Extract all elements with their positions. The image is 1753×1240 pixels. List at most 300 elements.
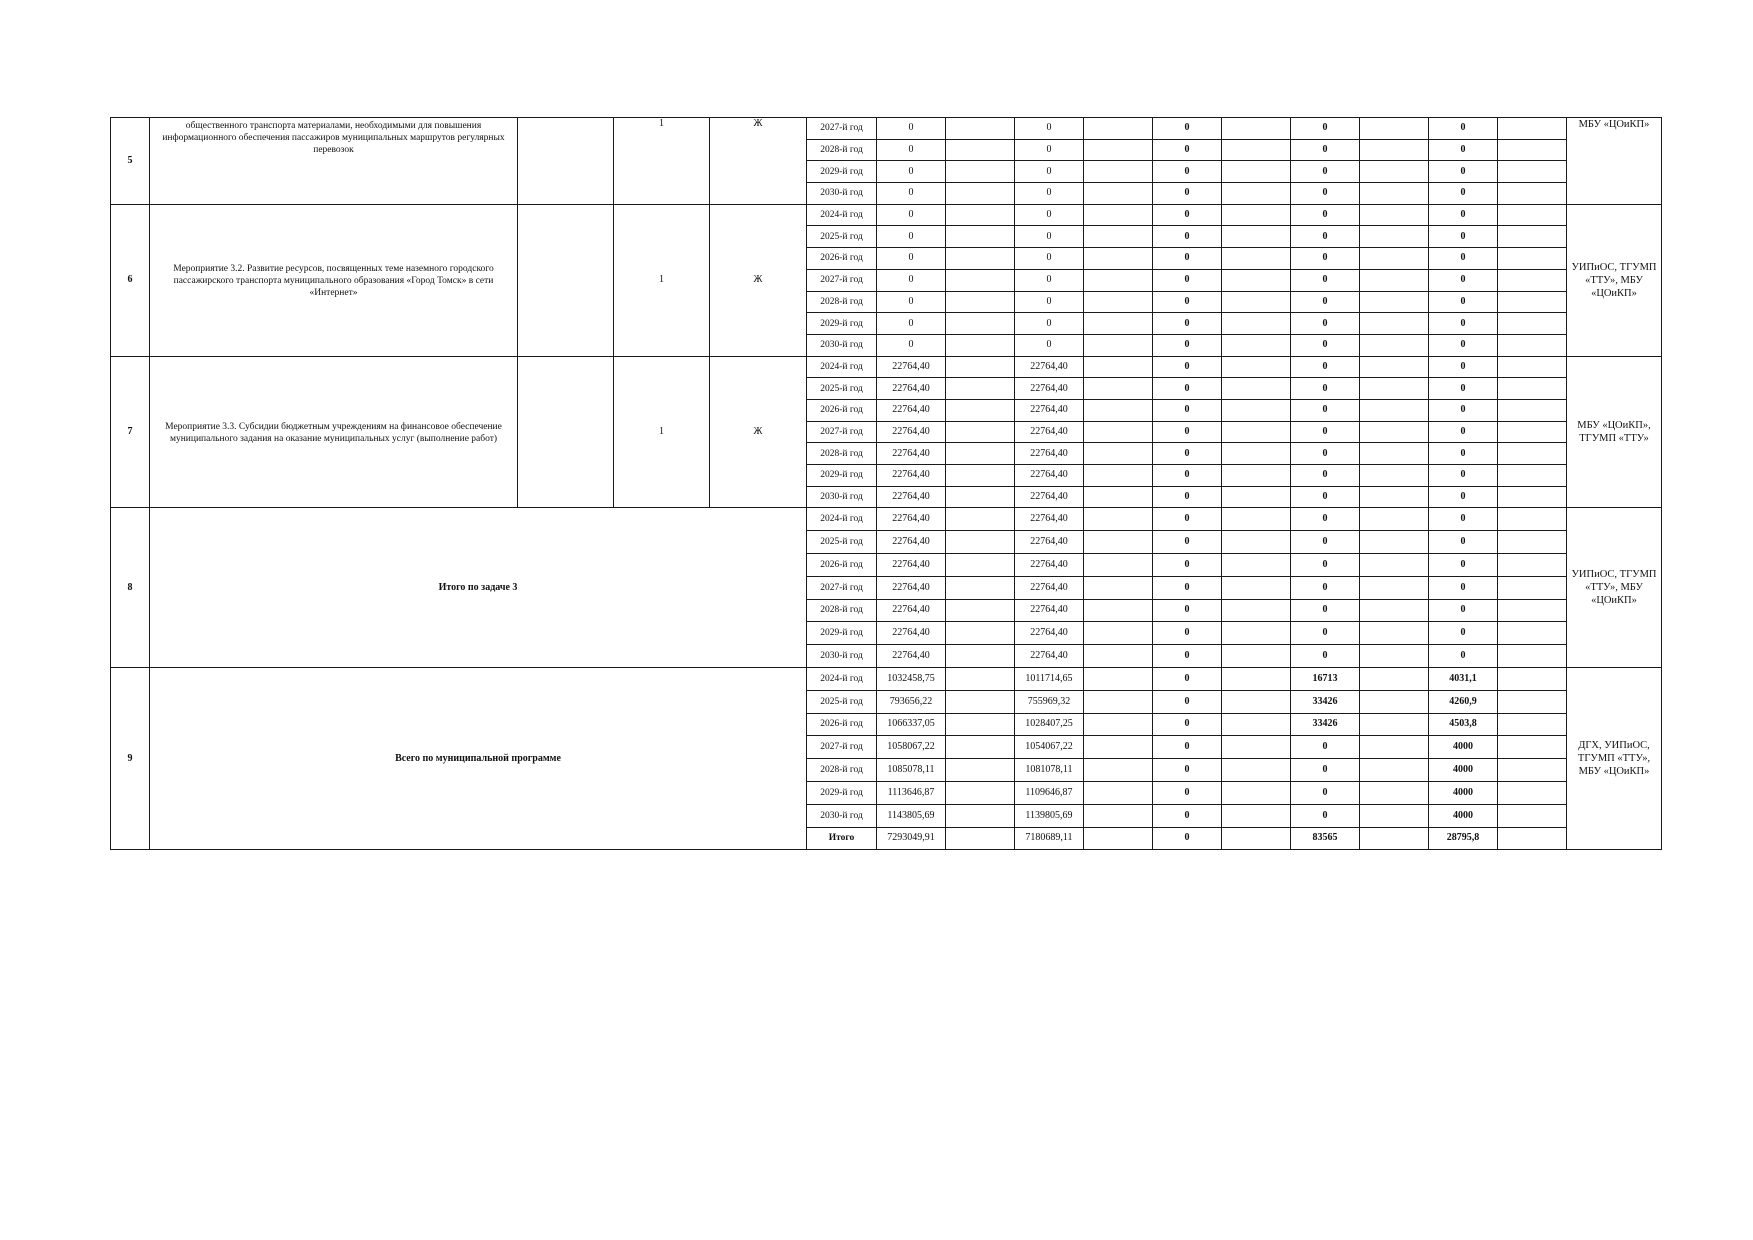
value-cell: 0	[1291, 531, 1360, 554]
value-cell	[1498, 759, 1567, 782]
value-cell	[1498, 248, 1567, 270]
value-cell	[1084, 313, 1153, 335]
value-cell	[1084, 736, 1153, 759]
value-cell	[1084, 378, 1153, 400]
value-cell: 22764,40	[1015, 553, 1084, 576]
value-cell	[946, 334, 1015, 356]
value-cell: 0	[1153, 553, 1222, 576]
value-cell: 0	[1291, 645, 1360, 668]
year-cell: 2028-й год	[807, 759, 877, 782]
value-cell	[1222, 599, 1291, 622]
value-cell	[1222, 645, 1291, 668]
value-cell	[1084, 204, 1153, 226]
year-cell: 2027-й год	[807, 576, 877, 599]
value-cell: 4000	[1429, 781, 1498, 804]
year-cell: 2025-й год	[807, 531, 877, 554]
responsible-executor: УИПиОС, ТГУМП «ТТУ», МБУ «ЦОиКП»	[1567, 508, 1662, 668]
year-cell: 2026-й год	[807, 713, 877, 736]
value-cell: 22764,40	[1015, 378, 1084, 400]
value-cell	[1360, 508, 1429, 531]
empty-cell	[518, 356, 614, 508]
value-cell: 0	[1291, 486, 1360, 508]
value-cell	[946, 443, 1015, 465]
value-cell: 22764,40	[877, 356, 946, 378]
value-cell: 0	[1153, 139, 1222, 161]
value-cell	[1222, 465, 1291, 487]
value-cell: 22764,40	[1015, 599, 1084, 622]
activity-name: общественного транспорта материалами, необходимыми для повышения информационного обеспечения пассажиров муниципальных маршрутов регулярных перевозок	[150, 118, 518, 205]
value-cell	[1498, 378, 1567, 400]
value-cell: 0	[1291, 378, 1360, 400]
value-cell: 0	[1429, 226, 1498, 248]
year-cell: 2030-й год	[807, 804, 877, 827]
value-cell	[1222, 736, 1291, 759]
value-cell	[1222, 827, 1291, 850]
value-cell: 0	[877, 139, 946, 161]
year-cell: 2027-й год	[807, 118, 877, 140]
year-cell: 2027-й год	[807, 736, 877, 759]
value-cell	[946, 736, 1015, 759]
value-cell	[1360, 443, 1429, 465]
value-cell: 0	[1429, 139, 1498, 161]
value-cell: 22764,40	[1015, 576, 1084, 599]
value-cell: 0	[1429, 622, 1498, 645]
value-cell: 0	[1153, 531, 1222, 554]
value-cell: 0	[1153, 421, 1222, 443]
value-cell	[1222, 531, 1291, 554]
value-cell	[1498, 226, 1567, 248]
value-cell: 0	[1429, 291, 1498, 313]
value-cell: 0	[1153, 645, 1222, 668]
value-cell: 22764,40	[1015, 465, 1084, 487]
value-cell: 0	[1291, 759, 1360, 782]
year-cell: 2028-й год	[807, 139, 877, 161]
summary-title: Всего по муниципальной программе	[150, 667, 807, 849]
row-number: 7	[111, 356, 150, 508]
value-cell: 0	[1015, 139, 1084, 161]
value-cell	[1222, 313, 1291, 335]
value-cell	[1222, 356, 1291, 378]
value-cell	[946, 804, 1015, 827]
value-cell: 0	[1153, 736, 1222, 759]
value-cell: 0	[1015, 183, 1084, 205]
value-cell	[1360, 378, 1429, 400]
value-cell: 0	[1291, 204, 1360, 226]
value-cell	[1360, 827, 1429, 850]
value-cell	[1360, 313, 1429, 335]
value-cell: 0	[1153, 599, 1222, 622]
value-cell: 22764,40	[1015, 486, 1084, 508]
value-cell	[1222, 399, 1291, 421]
value-cell	[946, 690, 1015, 713]
value-cell: 0	[1291, 269, 1360, 291]
value-cell: 1113646,87	[877, 781, 946, 804]
value-cell: 0	[1429, 443, 1498, 465]
value-cell: 0	[1291, 334, 1360, 356]
value-cell	[1360, 804, 1429, 827]
value-cell	[1498, 486, 1567, 508]
value-cell	[1222, 204, 1291, 226]
value-cell	[1498, 645, 1567, 668]
value-cell	[1222, 576, 1291, 599]
value-cell	[1360, 531, 1429, 554]
value-cell	[946, 531, 1015, 554]
value-cell: 0	[1291, 421, 1360, 443]
value-cell	[1360, 356, 1429, 378]
row-number: 6	[111, 204, 150, 356]
value-cell: 22764,40	[877, 599, 946, 622]
value-cell	[1498, 139, 1567, 161]
value-cell	[1084, 443, 1153, 465]
value-cell: 22764,40	[877, 465, 946, 487]
year-cell: 2030-й год	[807, 486, 877, 508]
value-cell: 0	[1153, 759, 1222, 782]
value-cell	[946, 399, 1015, 421]
value-cell	[1498, 576, 1567, 599]
year-cell: 2030-й год	[807, 334, 877, 356]
value-cell	[946, 356, 1015, 378]
value-cell	[946, 508, 1015, 531]
value-cell: 0	[1291, 291, 1360, 313]
value-cell: 0	[877, 161, 946, 183]
value-cell	[1498, 356, 1567, 378]
year-cell: 2025-й год	[807, 690, 877, 713]
value-cell	[1360, 690, 1429, 713]
category-letter: Ж	[710, 204, 807, 356]
value-cell	[1084, 161, 1153, 183]
value-cell	[1360, 226, 1429, 248]
value-cell: 0	[1291, 781, 1360, 804]
value-cell: 0	[1429, 269, 1498, 291]
value-cell	[1222, 421, 1291, 443]
value-cell	[1498, 399, 1567, 421]
value-cell	[1360, 645, 1429, 668]
value-cell: 4000	[1429, 759, 1498, 782]
value-cell	[946, 553, 1015, 576]
value-cell: 0	[1153, 248, 1222, 270]
table-body	[111, 118, 1662, 850]
value-cell	[1222, 486, 1291, 508]
value-cell: 0	[1291, 465, 1360, 487]
value-cell	[946, 421, 1015, 443]
value-cell	[1222, 690, 1291, 713]
value-cell: 0	[877, 118, 946, 140]
year-cell: 2029-й год	[807, 781, 877, 804]
value-cell: 22764,40	[877, 645, 946, 668]
indicator-value: 1	[614, 356, 710, 508]
value-cell: 0	[1291, 508, 1360, 531]
value-cell	[1222, 139, 1291, 161]
value-cell	[1360, 291, 1429, 313]
value-cell	[1498, 443, 1567, 465]
value-cell: 22764,40	[877, 399, 946, 421]
value-cell: 0	[1429, 421, 1498, 443]
value-cell	[1222, 118, 1291, 140]
value-cell: 0	[877, 291, 946, 313]
value-cell	[1360, 421, 1429, 443]
value-cell: 7180689,11	[1015, 827, 1084, 850]
row-number: 8	[111, 508, 150, 668]
responsible-executor: МБУ «ЦОиКП», ТГУМП «ТТУ»	[1567, 356, 1662, 508]
year-cell: 2027-й год	[807, 421, 877, 443]
value-cell: 0	[877, 248, 946, 270]
value-cell: 0	[1429, 183, 1498, 205]
value-cell	[1084, 248, 1153, 270]
value-cell	[1498, 531, 1567, 554]
value-cell	[1084, 804, 1153, 827]
value-cell: 0	[1153, 204, 1222, 226]
value-cell: 4031,1	[1429, 667, 1498, 690]
value-cell	[946, 161, 1015, 183]
value-cell	[1084, 599, 1153, 622]
value-cell	[1360, 118, 1429, 140]
year-cell: 2026-й год	[807, 553, 877, 576]
value-cell	[1360, 139, 1429, 161]
value-cell: 0	[1015, 118, 1084, 140]
value-cell: 1085078,11	[877, 759, 946, 782]
value-cell: 0	[1153, 313, 1222, 335]
value-cell: 1139805,69	[1015, 804, 1084, 827]
value-cell	[1222, 291, 1291, 313]
value-cell: 1109646,87	[1015, 781, 1084, 804]
empty-cell	[518, 204, 614, 356]
value-cell: 0	[1153, 334, 1222, 356]
value-cell	[1360, 183, 1429, 205]
value-cell	[1222, 443, 1291, 465]
value-cell: 22764,40	[1015, 421, 1084, 443]
value-cell: 22764,40	[1015, 645, 1084, 668]
value-cell: 1058067,22	[877, 736, 946, 759]
value-cell: 0	[1153, 226, 1222, 248]
value-cell: 0	[1015, 248, 1084, 270]
value-cell: 0	[1429, 553, 1498, 576]
table-row	[111, 118, 1662, 140]
value-cell: 22764,40	[877, 486, 946, 508]
year-cell: 2024-й год	[807, 667, 877, 690]
value-cell	[946, 486, 1015, 508]
activity-name: Мероприятие 3.2. Развитие ресурсов, посвященных теме наземного городского пассажирского транспорта муниципального образования «Город Томск» в сети «Интернет»	[150, 204, 518, 356]
responsible-executor: УИПиОС, ТГУМП «ТТУ», МБУ «ЦОиКП»	[1567, 204, 1662, 356]
value-cell	[1360, 781, 1429, 804]
value-cell	[1360, 269, 1429, 291]
value-cell: 28795,8	[1429, 827, 1498, 850]
value-cell	[1222, 667, 1291, 690]
value-cell: 0	[1429, 334, 1498, 356]
value-cell: 22764,40	[1015, 356, 1084, 378]
value-cell	[946, 226, 1015, 248]
value-cell	[1360, 399, 1429, 421]
value-cell	[1498, 827, 1567, 850]
value-cell: 0	[1291, 443, 1360, 465]
value-cell	[1360, 599, 1429, 622]
value-cell	[1498, 291, 1567, 313]
value-cell	[1222, 183, 1291, 205]
value-cell	[1222, 334, 1291, 356]
year-cell: 2024-й год	[807, 356, 877, 378]
value-cell: 22764,40	[1015, 508, 1084, 531]
value-cell	[1498, 553, 1567, 576]
value-cell: 0	[1291, 356, 1360, 378]
value-cell: 0	[1153, 399, 1222, 421]
value-cell	[946, 269, 1015, 291]
value-cell	[1084, 508, 1153, 531]
value-cell	[946, 576, 1015, 599]
value-cell: 22764,40	[877, 531, 946, 554]
value-cell	[1084, 690, 1153, 713]
value-cell	[1084, 465, 1153, 487]
value-cell: 0	[1153, 804, 1222, 827]
value-cell: 0	[1015, 291, 1084, 313]
year-cell: 2028-й год	[807, 599, 877, 622]
value-cell: 0	[1429, 599, 1498, 622]
value-cell	[1360, 713, 1429, 736]
row-number: 5	[111, 118, 150, 205]
value-cell: 0	[1291, 576, 1360, 599]
value-cell	[1222, 508, 1291, 531]
value-cell: 0	[1429, 378, 1498, 400]
value-cell: 22764,40	[877, 378, 946, 400]
value-cell: 0	[1429, 508, 1498, 531]
value-cell: 755969,32	[1015, 690, 1084, 713]
value-cell	[1084, 759, 1153, 782]
responsible-executor: ДГХ, УИПиОС, ТГУМП «ТТУ», МБУ «ЦОиКП»	[1567, 667, 1662, 849]
value-cell: 0	[1291, 248, 1360, 270]
year-cell: 2029-й год	[807, 161, 877, 183]
value-cell: 1054067,22	[1015, 736, 1084, 759]
value-cell: 22764,40	[1015, 531, 1084, 554]
value-cell: 0	[1291, 736, 1360, 759]
value-cell	[1084, 183, 1153, 205]
table-row	[111, 204, 1662, 226]
document-sheet	[110, 117, 1662, 850]
value-cell	[1084, 553, 1153, 576]
value-cell	[946, 118, 1015, 140]
indicator-value: 1	[614, 204, 710, 356]
value-cell: 0	[1429, 248, 1498, 270]
value-cell	[1084, 486, 1153, 508]
value-cell	[1360, 736, 1429, 759]
value-cell: 0	[1153, 622, 1222, 645]
value-cell: 0	[1015, 226, 1084, 248]
value-cell	[1084, 713, 1153, 736]
value-cell: 1081078,11	[1015, 759, 1084, 782]
table-row	[111, 356, 1662, 378]
value-cell: 33426	[1291, 690, 1360, 713]
value-cell: 793656,22	[877, 690, 946, 713]
value-cell: 0	[1153, 118, 1222, 140]
value-cell	[1360, 622, 1429, 645]
value-cell	[946, 183, 1015, 205]
value-cell	[1084, 291, 1153, 313]
value-cell	[1222, 759, 1291, 782]
value-cell: 22764,40	[877, 622, 946, 645]
value-cell	[1498, 781, 1567, 804]
value-cell	[946, 781, 1015, 804]
value-cell	[1222, 781, 1291, 804]
value-cell: 0	[1015, 161, 1084, 183]
value-cell	[1084, 226, 1153, 248]
value-cell: 22764,40	[877, 576, 946, 599]
value-cell: 0	[1429, 531, 1498, 554]
value-cell: 1143805,69	[877, 804, 946, 827]
value-cell	[1498, 183, 1567, 205]
value-cell	[1084, 399, 1153, 421]
value-cell	[1498, 269, 1567, 291]
year-cell: Итого	[807, 827, 877, 850]
value-cell: 22764,40	[877, 508, 946, 531]
value-cell: 0	[1291, 139, 1360, 161]
value-cell: 0	[1291, 599, 1360, 622]
value-cell: 0	[877, 269, 946, 291]
value-cell: 0	[877, 204, 946, 226]
value-cell: 1028407,25	[1015, 713, 1084, 736]
value-cell	[946, 291, 1015, 313]
table-row	[111, 667, 1662, 690]
value-cell	[1084, 645, 1153, 668]
value-cell	[1360, 248, 1429, 270]
value-cell: 0	[1153, 183, 1222, 205]
value-cell	[1498, 713, 1567, 736]
value-cell	[1498, 313, 1567, 335]
value-cell: 0	[1291, 183, 1360, 205]
value-cell: 0	[1153, 827, 1222, 850]
value-cell	[1222, 713, 1291, 736]
value-cell: 0	[877, 334, 946, 356]
value-cell	[1498, 118, 1567, 140]
value-cell: 0	[1015, 313, 1084, 335]
value-cell: 0	[1429, 161, 1498, 183]
row-number: 9	[111, 667, 150, 849]
value-cell	[946, 313, 1015, 335]
value-cell	[1084, 531, 1153, 554]
indicator-value: 1	[614, 118, 710, 205]
value-cell	[1498, 161, 1567, 183]
value-cell	[1084, 667, 1153, 690]
value-cell: 0	[1153, 465, 1222, 487]
value-cell	[1498, 204, 1567, 226]
value-cell: 0	[1153, 508, 1222, 531]
value-cell: 0	[1015, 334, 1084, 356]
year-cell: 2030-й год	[807, 183, 877, 205]
value-cell	[1222, 378, 1291, 400]
value-cell	[946, 667, 1015, 690]
value-cell	[1084, 334, 1153, 356]
value-cell: 0	[1153, 781, 1222, 804]
value-cell: 4000	[1429, 736, 1498, 759]
value-cell	[1222, 622, 1291, 645]
year-cell: 2024-й год	[807, 204, 877, 226]
value-cell: 22764,40	[877, 553, 946, 576]
value-cell	[1084, 356, 1153, 378]
value-cell	[946, 248, 1015, 270]
value-cell: 0	[1291, 399, 1360, 421]
value-cell: 4503,8	[1429, 713, 1498, 736]
value-cell: 0	[1153, 378, 1222, 400]
empty-cell	[518, 118, 614, 205]
value-cell	[1084, 622, 1153, 645]
value-cell	[1360, 204, 1429, 226]
responsible-executor: МБУ «ЦОиКП»	[1567, 118, 1662, 205]
table-row	[111, 508, 1662, 531]
year-cell: 2029-й год	[807, 622, 877, 645]
value-cell: 0	[1291, 226, 1360, 248]
year-cell: 2029-й год	[807, 465, 877, 487]
value-cell	[946, 759, 1015, 782]
value-cell: 16713	[1291, 667, 1360, 690]
value-cell: 1066337,05	[877, 713, 946, 736]
value-cell	[1360, 553, 1429, 576]
value-cell	[1084, 139, 1153, 161]
